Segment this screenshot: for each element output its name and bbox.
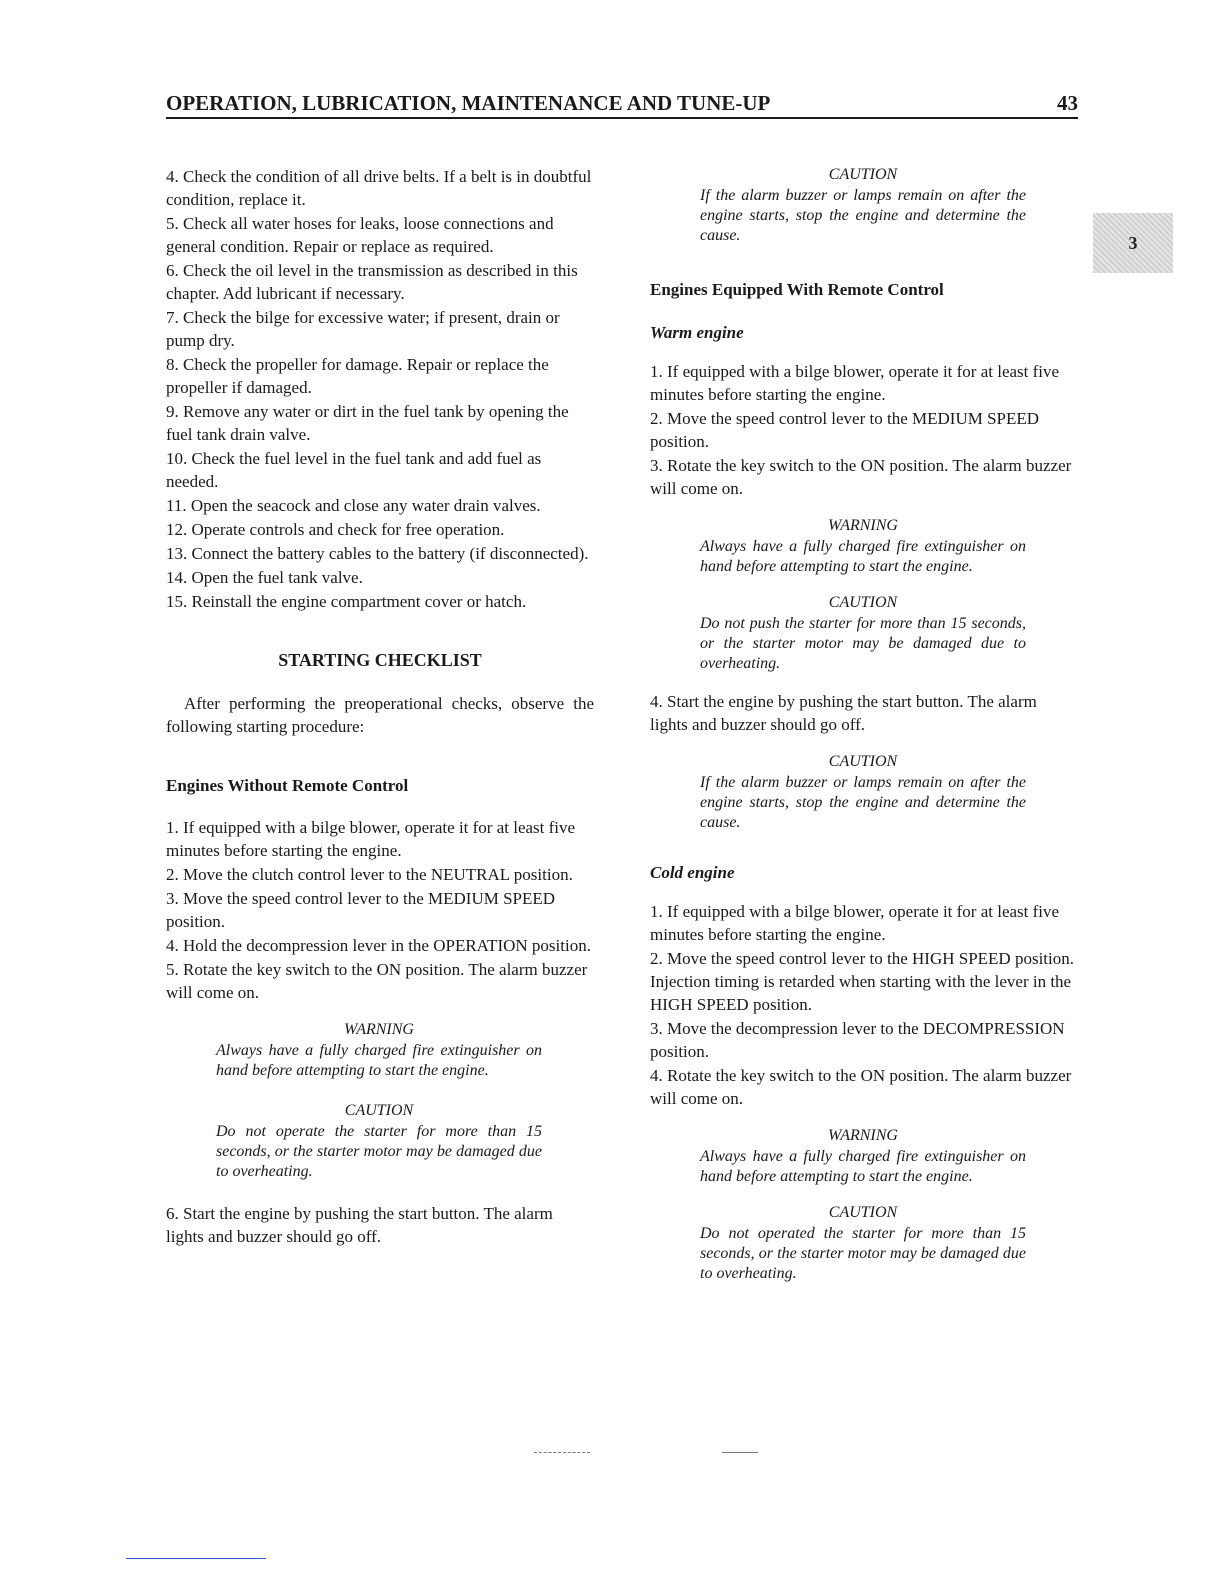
page-header [166, 90, 1078, 119]
warning-label: WARNING [828, 1127, 898, 1144]
list-item: 14. Open the fuel tank valve. [166, 568, 363, 587]
cold-engine-steps [650, 900, 1078, 1110]
list-item: 5. Check all water hoses for leaks, loose connections and general condition. Repair or replace as required. [166, 214, 554, 256]
list-item: 10. Check the fuel level in the fuel tank and add fuel as needed. [166, 449, 542, 491]
warning-text: Always have a fully charged fire extinguisher on hand before attempting to start the engine. [700, 1148, 1026, 1185]
list-item: 2. Move the clutch control lever to the NEUTRAL position. [166, 865, 573, 884]
scan-artifact-line [722, 1452, 758, 1453]
page-number: 43 [1057, 91, 1078, 115]
list-item: 12. Operate controls and check for free operation. [166, 520, 505, 539]
list-item: 11. Open the seacock and close any water drain valves. [166, 496, 541, 515]
list-item: 3. Move the speed control lever to the MEDIUM SPEED position. [166, 889, 556, 931]
warning-notice [216, 1020, 542, 1081]
list-item: 4. Hold the decompression lever in the OPERATION position. [166, 936, 591, 955]
warning-text: Always have a fully charged fire extinguisher on hand before attempting to start the engine. [700, 538, 1026, 575]
cold-engine-heading: Cold engine [650, 863, 735, 882]
list-item: 7. Check the bilge for excessive water; if present, drain or pump dry. [166, 308, 560, 350]
left-column [166, 165, 594, 1249]
list-item: 5. Rotate the key switch to the ON position. The alarm buzzer will come on. [166, 960, 588, 1002]
list-item: 1. If equipped with a bilge blower, operate it for at least five minutes before starting the engine. [650, 902, 1060, 944]
caution-label: CAUTION [828, 166, 898, 183]
warning-label: WARNING [344, 1021, 414, 1038]
caution-notice [700, 1203, 1026, 1284]
bottom-rule [126, 1558, 266, 1559]
caution-text: Do not operated the starter for more than 15 seconds, or the starter motor may be damaged due to overheating. [700, 1225, 1026, 1282]
subheading-remote: Engines Equipped With Remote Control [650, 280, 944, 299]
warm-engine-heading: Warm engine [650, 323, 744, 342]
warning-notice [700, 1126, 1026, 1187]
list-item: 1. If equipped with a bilge blower, operate it for at least five minutes before starting the engine. [650, 362, 1060, 404]
caution-notice [700, 752, 1026, 833]
chapter-tab-number: 3 [1128, 232, 1138, 253]
warning-label: WARNING [828, 517, 898, 534]
list-item: 3. Move the decompression lever to the DECOMPRESSION position. [650, 1019, 1065, 1061]
intro-paragraph: After performing the preoperational checks, observe the following starting procedure: [166, 694, 594, 736]
warm-engine-steps [650, 360, 1078, 500]
warning-text: Always have a fully charged fire extinguisher on hand before attempting to start the engine. [216, 1042, 542, 1079]
list-item: 4. Check the condition of all drive belts. If a belt is in doubtful condition, replace it. [166, 167, 592, 209]
list-item: 9. Remove any water or dirt in the fuel tank by opening the fuel tank drain valve. [166, 402, 569, 444]
page-title: OPERATION, LUBRICATION, MAINTENANCE AND TUNE-UP [166, 91, 771, 115]
caution-label: CAUTION [828, 753, 898, 770]
list-item: 4. Start the engine by pushing the start button. The alarm lights and buzzer should go off. [650, 692, 1037, 734]
caution-notice [216, 1101, 542, 1182]
caution-text: If the alarm buzzer or lamps remain on after the engine starts, stop the engine and determine the cause. [700, 774, 1026, 831]
scan-artifact-line [534, 1452, 590, 1453]
warning-notice [700, 516, 1026, 577]
caution-text: Do not operate the starter for more than 15 seconds, or the starter motor may be damaged due to overheating. [216, 1123, 542, 1180]
no-remote-steps [166, 816, 594, 1004]
list-item: 3. Rotate the key switch to the ON position. The alarm buzzer will come on. [650, 456, 1072, 498]
list-item: 2. Move the speed control lever to the MEDIUM SPEED position. [650, 409, 1040, 451]
list-item: 2. Move the speed control lever to the HIGH SPEED position. Injection timing is retarded when starting with the lever in the HIGH SPEED position. [650, 949, 1074, 1014]
list-item: 6. Start the engine by pushing the start button. The alarm lights and buzzer should go off. [166, 1204, 553, 1246]
list-item: 1. If equipped with a bilge blower, operate it for at least five minutes before starting the engine. [166, 818, 576, 860]
list-item: 4. Rotate the key switch to the ON position. The alarm buzzer will come on. [650, 1066, 1072, 1108]
caution-label: CAUTION [828, 1204, 898, 1221]
caution-label: CAUTION [828, 594, 898, 611]
caution-label: CAUTION [344, 1102, 414, 1119]
caution-notice [700, 165, 1026, 246]
list-item: 13. Connect the battery cables to the battery (if disconnected). [166, 544, 589, 563]
list-item: 8. Check the propeller for damage. Repair or replace the propeller if damaged. [166, 355, 549, 397]
caution-text: If the alarm buzzer or lamps remain on after the engine starts, stop the engine and determine the cause. [700, 187, 1026, 244]
list-item: 6. Check the oil level in the transmission as described in this chapter. Add lubricant if necessary. [166, 261, 578, 303]
list-item: 15. Reinstall the engine compartment cover or hatch. [166, 592, 527, 611]
caution-notice [700, 593, 1026, 674]
right-column [650, 165, 1078, 1284]
subheading-no-remote: Engines Without Remote Control [166, 776, 409, 795]
caution-text: Do not push the starter for more than 15 seconds, or the starter motor may be damaged due to overheating. [700, 615, 1026, 672]
section-heading: STARTING CHECKLIST [278, 650, 482, 670]
chapter-tab [1093, 213, 1173, 273]
